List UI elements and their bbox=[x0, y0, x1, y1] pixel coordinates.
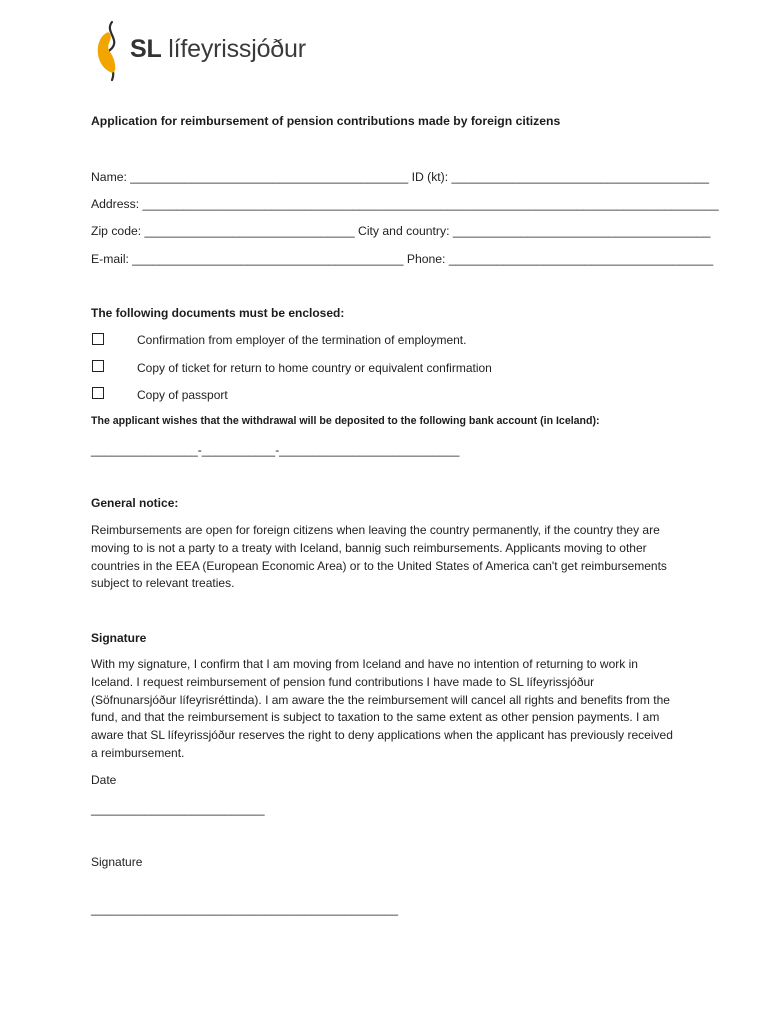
sl-swirl-icon bbox=[92, 20, 132, 82]
signature-heading: Signature bbox=[91, 631, 147, 645]
checkbox-label-passport: Copy of passport bbox=[137, 388, 228, 402]
date-field[interactable]: __________________________ bbox=[91, 802, 265, 816]
checkbox-return-ticket[interactable] bbox=[92, 360, 104, 372]
zip-city-field[interactable]: Zip code: _______________________________ City and country: ______________________________________ bbox=[91, 224, 711, 238]
name-id-field[interactable]: Name: _________________________________________ ID (kt): ______________________________________ bbox=[91, 170, 710, 184]
signature-paragraph: With my signature, I confirm that I am moving from Iceland and have no intention of returning to work in Iceland. I request reimbursement of pension fund contributions I have made to SL lífeyrissjóður (Söfnunarsjóður lífeyrisréttinda). I am aware the the reimbursement will cancel all rights and benefits from the fund, and that the reimbursement is subject to taxation to the same extent as other pension payments. I am aware that SL lífeyrissjóður reserves the right to deny applications when the applicant has previously received a reimbursement. bbox=[91, 657, 673, 760]
form-title: Application for reimbursement of pension contributions made by foreign citizens bbox=[91, 114, 561, 128]
signature-label: Signature bbox=[91, 855, 143, 869]
logo-brand-short: SL bbox=[130, 35, 162, 63]
notice-paragraph: Reimbursements are open for foreign citizens when leaving the country permanently, if the country they are moving to is not a party to a treaty with Iceland, bannig such reimbursements. Applicants moving to other countries in the EEA (European Economic Area) or to the United States of America can't get reimbursements subject to relevant treaties. bbox=[91, 523, 667, 591]
email-phone-field[interactable]: E-mail: ________________________________________ Phone: _______________________________________ bbox=[91, 252, 714, 266]
date-label: Date bbox=[91, 773, 117, 787]
notice-heading: General notice: bbox=[91, 496, 179, 510]
logo-brand-name: lífeyrissjóður bbox=[168, 35, 306, 63]
documents-heading: The following documents must be enclosed: bbox=[91, 306, 345, 320]
bank-account-note: The applicant wishes that the withdrawal will be deposited to the following bank account (in Iceland): bbox=[91, 415, 600, 427]
checkbox-label-ticket: Copy of ticket for return to home country or equivalent confirmation bbox=[137, 361, 492, 375]
signature-field[interactable]: ______________________________________________ bbox=[91, 902, 398, 916]
address-field[interactable]: Address: _____________________________________________________________________________________ bbox=[91, 197, 719, 211]
checkbox-label-employer: Confirmation from employer of the termination of employment. bbox=[137, 333, 467, 347]
sl-logo bbox=[92, 20, 306, 82]
logo-wordmark bbox=[130, 34, 306, 64]
checkbox-passport[interactable] bbox=[92, 387, 104, 399]
bank-account-field[interactable]: ________________-___________-___________________________ bbox=[91, 443, 460, 457]
checkbox-employer-confirmation[interactable] bbox=[92, 333, 104, 345]
